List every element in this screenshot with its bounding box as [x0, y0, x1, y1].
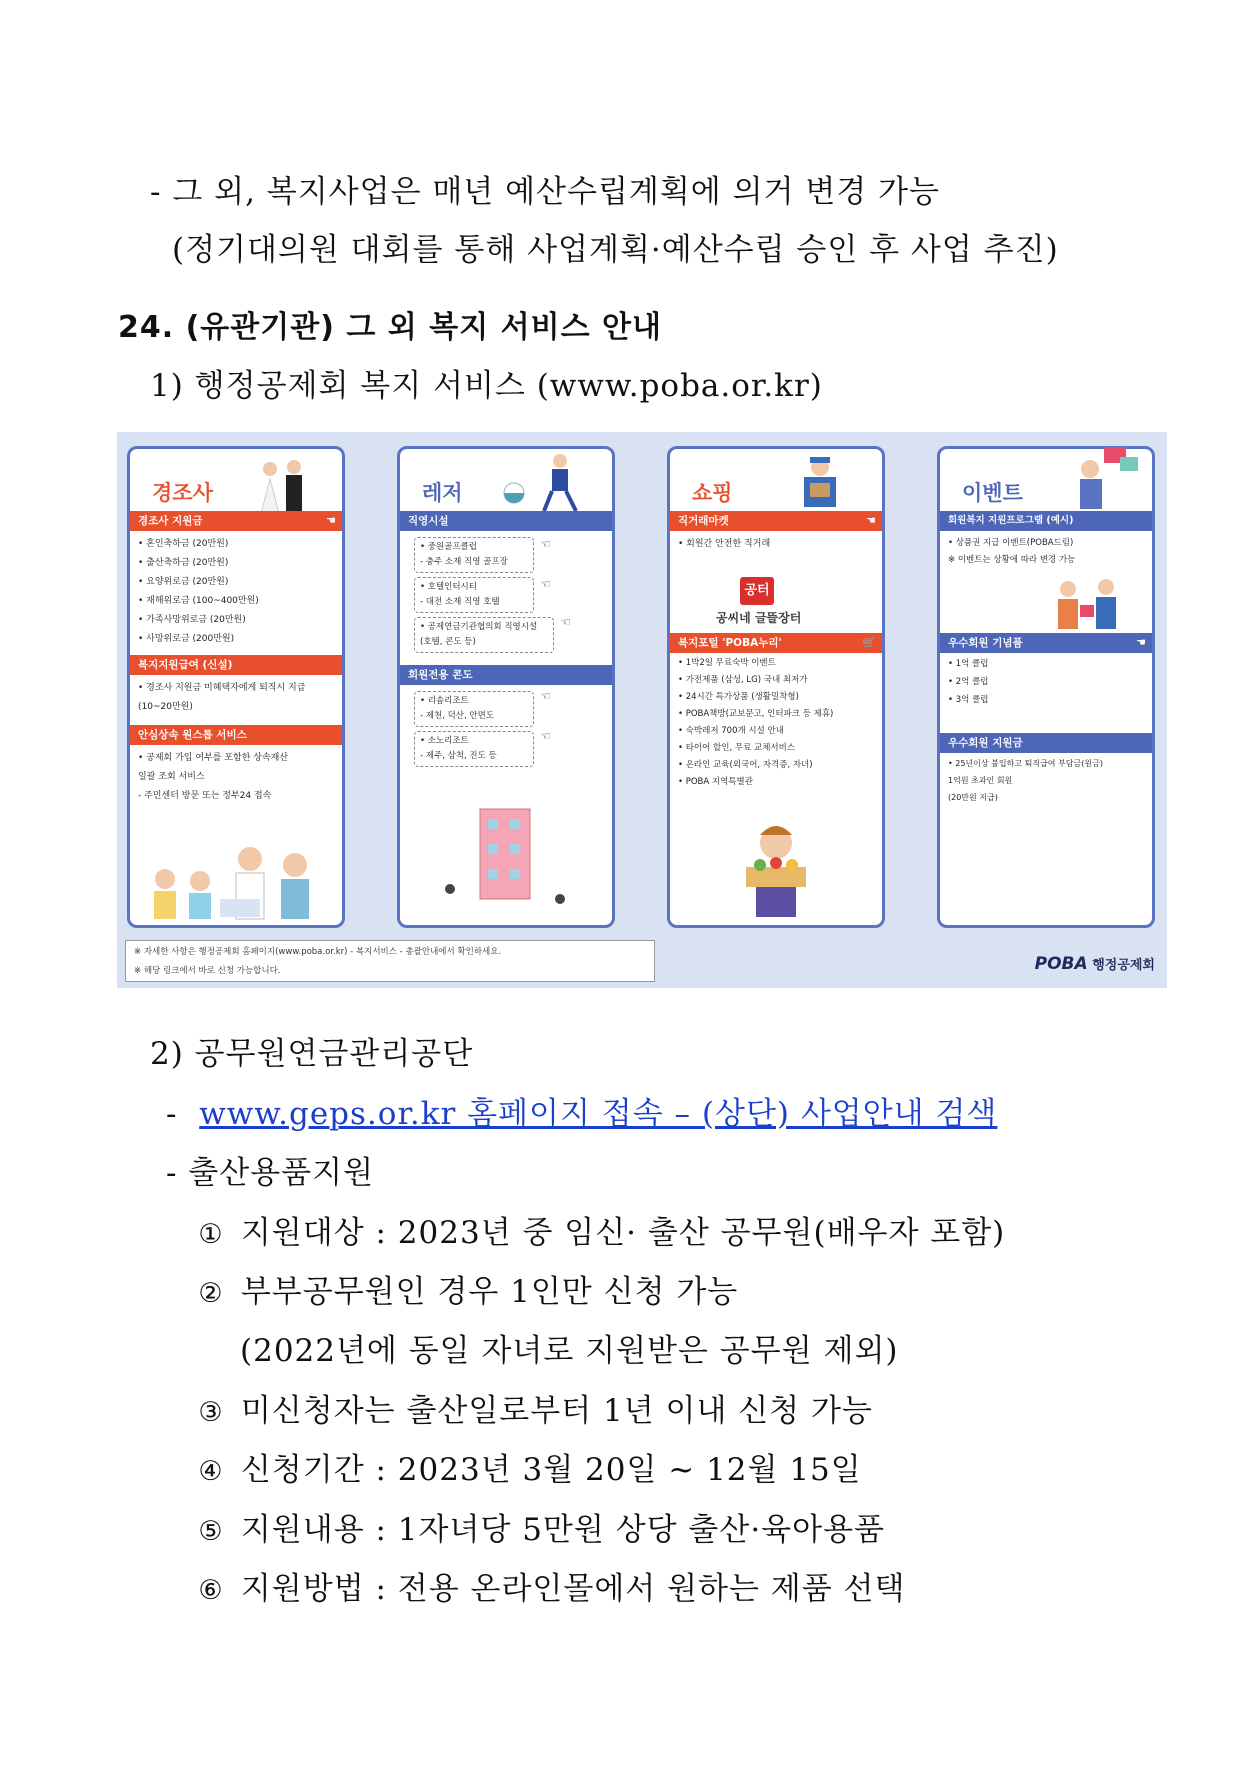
- hand-icon: ☜: [540, 537, 551, 551]
- section-header: 복지포털 'POBA누리' 🛒: [670, 633, 882, 653]
- section-header: 회원전용 콘도: [400, 665, 612, 685]
- subheading-poba: 1) 행정공제회 복지 서비스 (www.poba.or.kr): [150, 368, 823, 404]
- resort-building-illustration: [430, 789, 580, 919]
- card-title: 쇼핑: [692, 481, 733, 505]
- list-item-note: (2022년에 동일 자녀로 지원받은 공무원 제외): [240, 1333, 899, 1369]
- section-header: 직영시설: [400, 511, 612, 531]
- circled-number: ⑤: [198, 1516, 224, 1547]
- circled-number: ⑥: [198, 1575, 224, 1606]
- section-heading: 24. (유관기관) 그 외 복지 서비스 안내: [118, 310, 662, 345]
- list-item: ① 지원대상 : 2023년 중 임신· 출산 공무원(배우자 포함): [192, 1213, 1005, 1255]
- geps-link[interactable]: www.geps.or.kr 홈페이지 접속 – (상단) 사업안내 검색: [199, 1096, 998, 1132]
- hand-icon: ☜: [540, 577, 551, 591]
- item-list: • 혼인축하금 (20만원) • 출산축하금 (20만원) • 요양위로금 (20만원) • 재해위로금 (100~400만원) • 가족사망위로금 (20만원) • 사망위로금 (200만원): [138, 539, 259, 644]
- section-header: 안심상속 원스톱 서비스: [130, 725, 342, 745]
- card-title: 경조사: [152, 481, 213, 505]
- item-list: • 경조사 지원금 미혜택자에게 퇴직시 지급 (10~20만원): [138, 683, 306, 712]
- card-leisure: [397, 446, 615, 928]
- card-family-events: [127, 446, 345, 928]
- hand-icon: ☚: [866, 514, 876, 527]
- section-header: 직거래마켓 ☚: [670, 511, 882, 531]
- facility-box: • 호텔인터시티 - 대전 소재 직영 호텔: [414, 577, 534, 613]
- grocery-vendor-illustration: [726, 817, 826, 917]
- gift-woman-illustration: [1050, 447, 1146, 513]
- market-logo-text: 공씨네 글뜰장터: [716, 611, 802, 625]
- list-item: ② 부부공무원인 경우 1인만 신청 가능: [192, 1272, 738, 1314]
- circled-number: ①: [198, 1219, 224, 1250]
- item-list: • 25년이상 불입하고 퇴직급여 부담금(원금) 1억원 초과인 회원 (20만원 지급): [948, 759, 1103, 802]
- poba-logo: POBA 행정공제회: [1034, 954, 1155, 974]
- item-list: • 1박2일 무료숙박 이벤트 • 가전제품 (삼성, LG) 국내 최저가 • 24시간 특가상품 (생활밀착형) • POBA책방(교보문고, 인터파크 등 제휴) • 숙박레저 700개 시설 안내 • 타이어 할인, 무료 교체서비스 • 온라인 교육(외국어, 자격증, 자녀) • POBA 지역특별관: [678, 658, 834, 787]
- cart-icon: 🛒: [862, 636, 876, 649]
- card-title: 레저: [422, 481, 463, 505]
- item-list: • 상품권 지급 이벤트(POBA드림) ※ 이벤트는 상황에 따라 변경 가능: [948, 538, 1076, 565]
- couple-gift-illustration: [1040, 575, 1136, 633]
- text-line: - 출산용품지원: [166, 1155, 375, 1191]
- poba-welfare-infographic: [117, 432, 1167, 988]
- list-item: ⑥ 지원방법 : 전용 온라인몰에서 원하는 제품 선택: [192, 1569, 905, 1611]
- hand-icon: ☜: [560, 615, 571, 629]
- hand-icon: ☜: [540, 689, 551, 703]
- family-illustration: [140, 829, 330, 921]
- circled-number: ④: [198, 1456, 224, 1487]
- section-header: 회원복지 지원프로그램 (예시): [940, 511, 1152, 531]
- text-line: - 그 외, 복지사업은 매년 예산수립계획에 의거 변경 가능: [150, 174, 940, 210]
- section-header: 우수회원 지원금: [940, 733, 1152, 753]
- item-list: • 1억 클럽 • 2억 클럽 • 3억 클럽: [948, 659, 989, 705]
- text-line: (정기대의원 대회를 통해 사업계획·예산수립 승인 후 사업 추진): [172, 232, 1059, 268]
- card-shopping: [667, 446, 885, 928]
- hand-icon: ☜: [540, 729, 551, 743]
- section-header: 경조사 지원금 ☚: [130, 511, 342, 531]
- list-item: ④ 신청기간 : 2023년 3월 20일 ~ 12월 15일: [192, 1450, 862, 1492]
- list-item: ⑤ 지원내용 : 1자녀당 5만원 상당 출산·육아용품: [192, 1510, 885, 1552]
- condo-box: • 리솜리조트 - 제천, 덕산, 안면도: [414, 691, 534, 727]
- facility-box: • 중원골프클럽 - 충주 소재 직영 골프장: [414, 537, 534, 573]
- link-line: - www.geps.or.kr 홈페이지 접속 – (상단) 사업안내 검색: [166, 1096, 998, 1132]
- section-header: 복지지원급여 (신설): [130, 655, 342, 675]
- item-list: • 회원간 안전한 직거래: [678, 539, 771, 549]
- list-item: ③ 미신청자는 출산일로부터 1년 이내 신청 가능: [192, 1391, 873, 1433]
- item-list: • 공제회 가입 여부를 포함한 상속재산 일괄 조회 서비스 - 주민센터 방문 또는 정부24 접속: [138, 753, 289, 801]
- card-title: 이벤트: [962, 481, 1023, 505]
- footer-note: ※ 자세한 사항은 행정공제회 홈페이지(www.poba.or.kr) - 복지서비스 - 총괄안내에서 확인하세요. ※ 해당 링크에서 바로 신청 가능합니다.: [125, 940, 655, 982]
- hand-icon: ☚: [326, 514, 336, 527]
- subheading-geps: 2) 공무원연금관리공단: [150, 1036, 474, 1072]
- shopper-illustration: [780, 453, 860, 513]
- circled-number: ②: [198, 1278, 224, 1309]
- section-header: 우수회원 기념품 ☚: [940, 633, 1152, 653]
- golfer-illustration: [500, 449, 600, 511]
- hand-icon: ☚: [1136, 636, 1146, 649]
- card-events: [937, 446, 1155, 928]
- market-logo: 공터: [740, 577, 774, 605]
- condo-box: • 소노리조트 - 제주, 삼척, 진도 등: [414, 731, 534, 767]
- circled-number: ③: [198, 1397, 224, 1428]
- facility-box: • 공제연금기관협의회 직영시설 (호텔, 콘도 등): [414, 617, 554, 653]
